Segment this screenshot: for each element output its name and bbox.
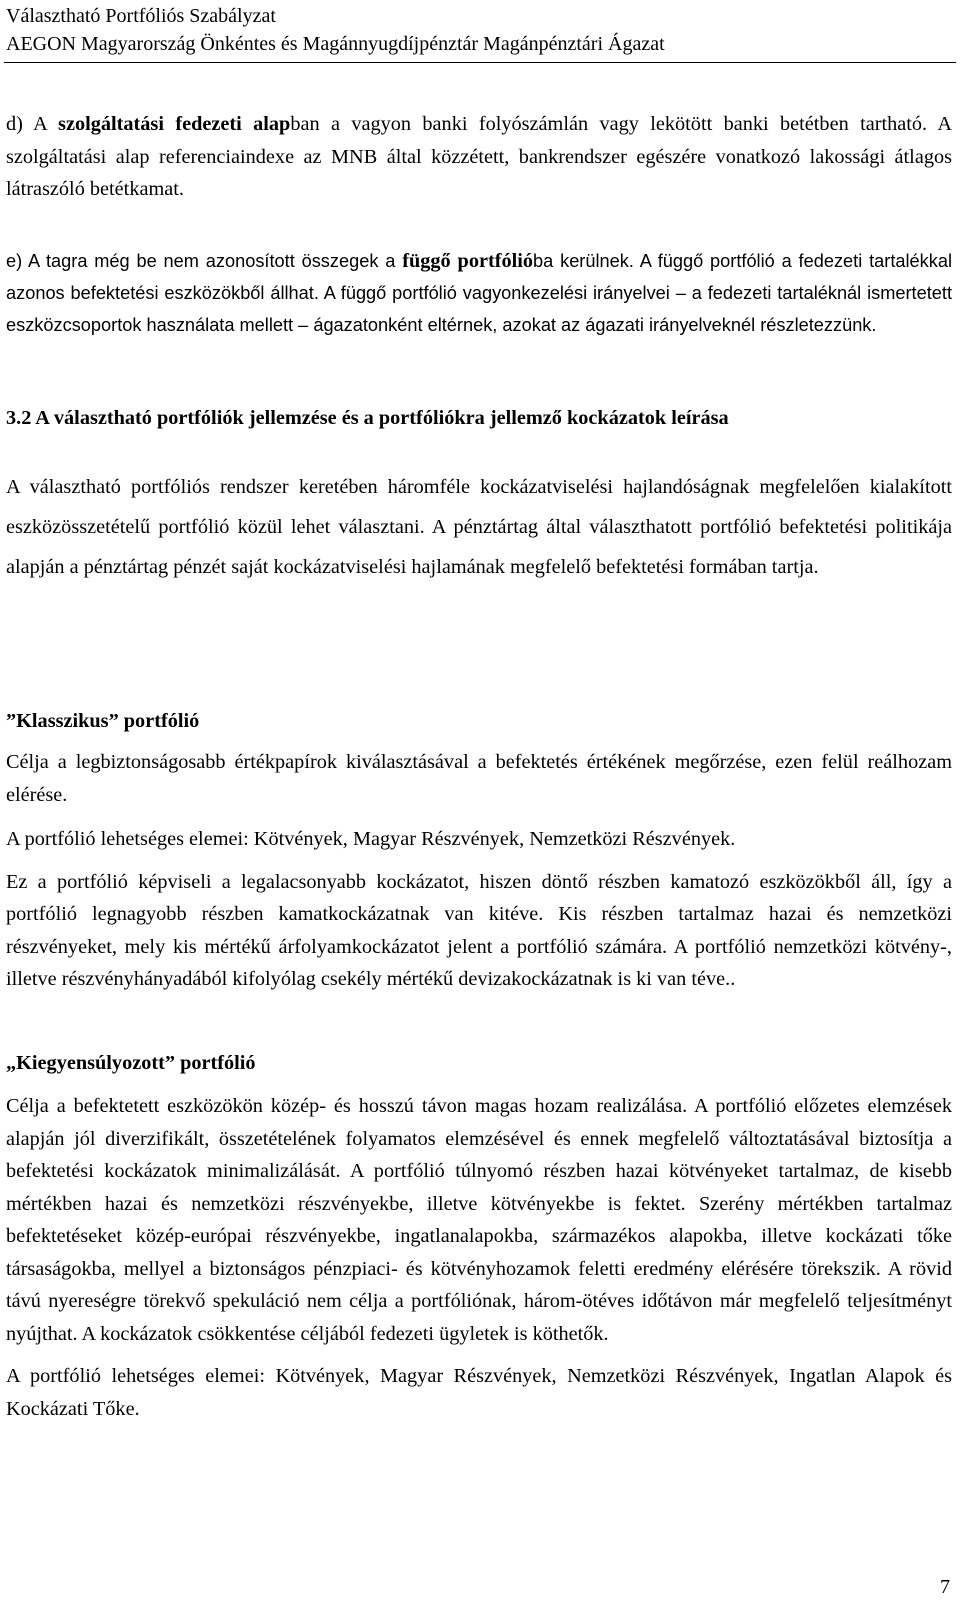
page-number: 7	[940, 1576, 950, 1598]
klasszikus-paragraph-2: A portfólió lehetséges elemei: Kötvények, Magyar Részvények, Nemzetközi Részvények.	[6, 828, 736, 850]
klasszikus-title: ”Klasszikus” portfólió	[6, 710, 200, 732]
section-3-2-paragraph: A választható portfóliós rendszer keretében háromféle kockázatviselési hajlandóságnak megfelelően kialakított eszközösszetételű portfólió közül lehet választani. A pénztártag által választhatott portfólió befektetési politikája alapján a pénztártag pénzét saját kockázatviselési hajlamának megfelelő befektetési formában tartja.	[6, 476, 952, 578]
paragraph-d	[6, 108, 952, 206]
header-subtitle: AEGON Magyarország Önkéntes és Magánnyugdíjpénztár Magánpénztári Ágazat	[6, 33, 665, 55]
section-3-2-body	[6, 467, 952, 587]
paragraph-d-text-2: ban a vagyon banki folyószámlán vagy lekötött banki betétben tartható. A szolgáltatási alap referenciaindexe az MNB által közzétett, bankrendszer egészére vonatkozó lakossági átlagos látraszóló betétkamat.	[6, 113, 952, 200]
paragraph-e-bold: függő portfólió	[402, 250, 534, 272]
paragraph-d-text-1: d) A	[6, 113, 59, 135]
klasszikus-paragraph-1: Célja a legbiztonságosabb értékpapírok kiválasztásával a befektetés értékének megőrzése, ezen felül reálhozam elérése.	[6, 751, 952, 806]
header-title: Választható Portfóliós Szabályzat	[6, 5, 276, 27]
kiegyensulyozott-title: „Kiegyensúlyozott” portfólió	[6, 1052, 256, 1074]
page-header	[6, 2, 665, 58]
paragraph-e-text-2: ba kerülnek. A függő portfólió a fedezeti tartalékkal azonos befektetési eszközökből állhat. A függő portfólió vagyonkezelési irányelvei – a fedezeti tartaléknál ismertetett eszközcsoportok használata mellett – ágazatonként eltérnek, azokat az ágazati irányelveknél részletezzünk.	[6, 251, 952, 335]
klasszikus-section	[6, 706, 952, 736]
kiegyensulyozott-section	[6, 1048, 952, 1078]
kiegyensulyozott-body	[6, 1090, 952, 1425]
paragraph-e-text-1: e) A tagra még be nem azonosított összegek a	[6, 251, 403, 271]
klasszikus-body	[6, 746, 952, 996]
header-divider	[4, 62, 956, 63]
section-3-2	[6, 403, 952, 433]
kiegyensulyozott-paragraph-2: A portfólió lehetséges elemei: Kötvények, Magyar Részvények, Nemzetközi Részvények, Ingatlan Alapok és Kockázati Tőke.	[6, 1365, 952, 1420]
paragraph-d-bold: szolgáltatási fedezeti alap	[58, 113, 291, 135]
klasszikus-paragraph-3: Ez a portfólió képviseli a legalacsonyabb kockázatot, hiszen döntő részben kamatozó eszközökből áll, így a portfólió legnagyobb részben kamatkockázatnak van kitéve. Kis részben tartalmaz hazai és nemzetközi részvényeket, mely kis mértékű árfolyamkockázatot jelent a portfólió számára. A portfólió nemzetközi kötvény-, illetve részvényhányadából kifolyólag csekély mértékű devizakockázatnak is ki van téve..	[6, 870, 952, 990]
section-3-2-title: 3.2 A választható portfóliók jellemzése és a portfóliókra jellemző kockázatok leírása	[6, 407, 729, 429]
kiegyensulyozott-paragraph-1: Célja a befektetett eszközökön közép- és hosszú távon magas hozam realizálása. A portfólió előzetes elemzések alapján jól diverzifikált, összetételének folyamatos elemzésével és ennek megfelelő változtatásával biztosítja a befektetési kockázatok minimalizálását. A portfólió túlnyomó részben hazai kötvényeket tartalmaz, de kisebb mértékben hazai és nemzetközi részvényekbe, illetve kötvényekbe is fektet. Szerény mértékben tartalmaz befektetéseket közép-európai részvényekbe, ingatlanalapokba, származékos alapokba, illetve kockázati tőke társaságokba, mellyel a biztonságos pénzpiaci- és kötvényhozamok feletti eredmény elérésére törekszik. A rövid távú nyereségre törekvő spekuláció nem célja a portfóliónak, három-ötéves időtávon már megfelelő teljesítményt nyújthat. A kockázatok csökkentése céljából fedezeti ügyletek is köthetők.	[6, 1095, 952, 1345]
paragraph-e	[6, 245, 952, 341]
